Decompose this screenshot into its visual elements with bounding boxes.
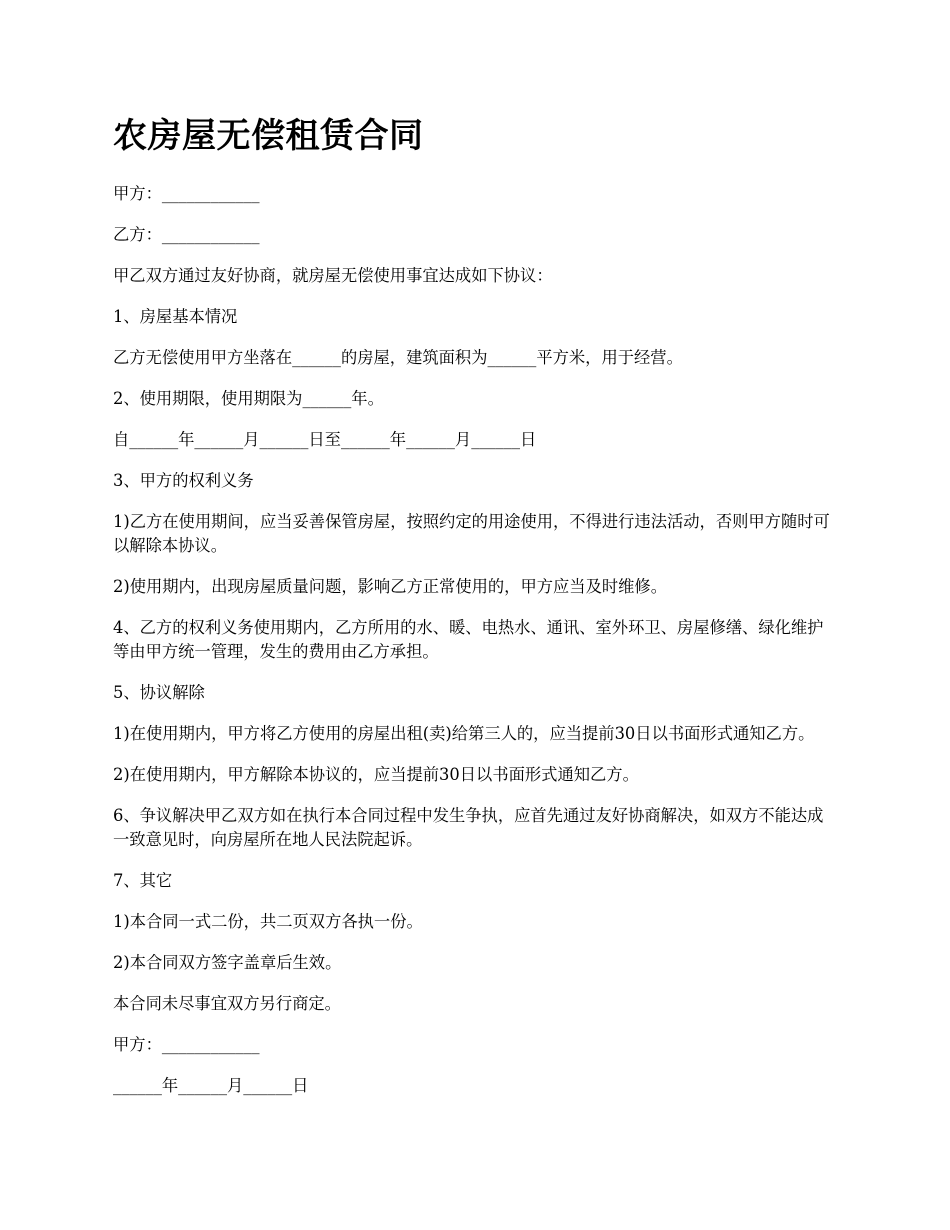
section-7-heading: 7、其它 [113, 871, 173, 890]
section-5-heading: 5、协议解除 [113, 683, 205, 702]
section-5-clause-2: 2)在使用期内，甲方解除本协议的，应当提前30日以书面形式通知乙方。 [113, 765, 639, 784]
section-5-clause-1: 1)在使用期内，甲方将乙方使用的房屋出租(卖)给第三人的，应当提前30日以书面形式通知乙方。 [113, 724, 815, 743]
document-title: 农房屋无偿租赁合同 [113, 116, 424, 156]
section-1-heading: 1、房屋基本情况 [113, 307, 238, 326]
section-3-heading: 3、甲方的权利义务 [113, 471, 254, 490]
property-details-paragraph: 乙方无偿使用甲方坐落在______的房屋，建筑面积为______平方米，用于经营。 [113, 348, 683, 367]
section-4-paragraph: 4、乙方的权利义务使用期内，乙方所用的水、暖、电热水、通讯、室外环卫、房屋修缮、绿化维护等由甲方统一管理，发生的费用由乙方承担。 [113, 618, 824, 661]
section-3-clause-1: 1)乙方在使用期间，应当妥善保管房屋，按照约定的用途使用，不得进行违法活动，否则甲方随时可以解除本协议。 [113, 512, 830, 555]
section-3-clause-2: 2)使用期内，出现房屋质量问题，影响乙方正常使用的，甲方应当及时维修。 [113, 577, 667, 596]
party-a-line: 甲方：____________ [113, 184, 260, 203]
section-2-heading: 2、使用期限，使用期限为______年。 [113, 389, 384, 408]
term-dates-line: 自______年______月______日至______年______月______日 [113, 430, 537, 449]
signature-party-a: 甲方：____________ [113, 1035, 260, 1054]
intro-paragraph: 甲乙双方通过友好协商，就房屋无偿使用事宜达成如下协议： [113, 266, 553, 285]
signature-date: ______年______月______日 [113, 1076, 309, 1095]
party-b-line: 乙方：____________ [113, 225, 260, 244]
section-7-clause-2: 2)本合同双方签字盖章后生效。 [113, 953, 342, 972]
section-6-paragraph: 6、争议解决甲乙双方如在执行本合同过程中发生争执，应首先通过友好协商解决，如双方不能达成一致意见时，向房屋所在地人民法院起诉。 [113, 806, 824, 849]
section-7-clause-1: 1)本合同一式二份，共二页双方各执一份。 [113, 912, 423, 931]
supplementary-note: 本合同未尽事宜双方另行商定。 [113, 994, 341, 1013]
document-body [113, 182, 839, 1115]
